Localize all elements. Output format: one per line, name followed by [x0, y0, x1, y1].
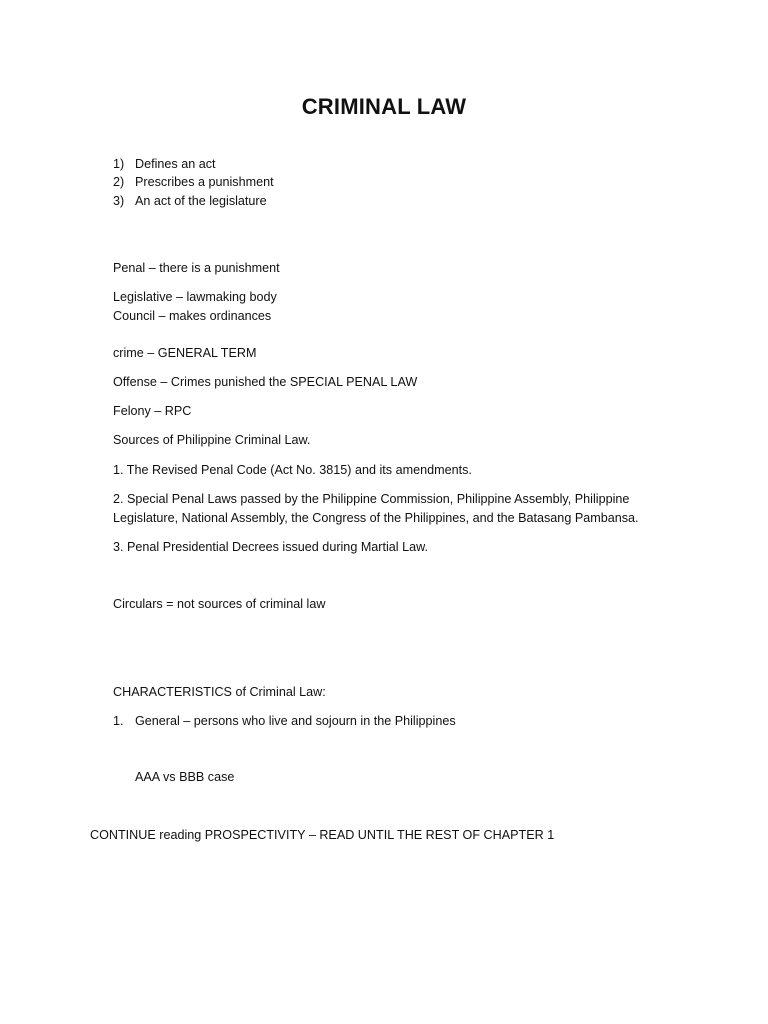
case-reference: AAA vs BBB case	[135, 770, 235, 784]
document-title: CRIMINAL LAW	[301, 94, 467, 119]
paragraph-crime: crime – GENERAL TERM	[113, 346, 257, 360]
continue-note: CONTINUE reading PROSPECTIVITY – READ UNTIL THE REST OF CHAPTER 1	[90, 828, 555, 842]
source-item-3: 3. Penal Presidential Decrees issued during Martial Law.	[113, 540, 429, 554]
characteristics-heading: CHARACTERISTICS of Criminal Law:	[113, 685, 326, 699]
paragraph-circulars: Circulars = not sources of criminal law	[113, 597, 326, 611]
list-item-text: Prescribes a punishment	[135, 175, 274, 189]
paragraph-council: Council – makes ordinances	[113, 309, 272, 323]
source-item-2-line-2: Legislature, National Assembly, the Congress of the Philippines, and the Batasang Pambansa.	[113, 511, 639, 525]
characteristic-text: General – persons who live and sojourn in the Philippines	[135, 714, 456, 728]
source-item-1: 1. The Revised Penal Code (Act No. 3815) and its amendments.	[113, 463, 472, 477]
paragraph-penal: Penal – there is a punishment	[113, 261, 280, 275]
list-item	[113, 192, 267, 210]
source-item-2-line-1: 2. Special Penal Laws passed by the Philippine Commission, Philippine Assembly, Philippine	[113, 492, 630, 506]
list-item	[113, 155, 216, 173]
list-item-number: 1)	[113, 157, 125, 171]
characteristic-number: 1.	[113, 714, 124, 728]
paragraph-offense: Offense – Crimes punished the SPECIAL PENAL LAW	[113, 375, 418, 389]
sources-heading: Sources of Philippine Criminal Law.	[113, 433, 311, 447]
paragraph-felony: Felony – RPC	[113, 404, 192, 418]
list-item	[113, 173, 274, 191]
list-item-number: 2)	[113, 175, 125, 189]
list-item-text: Defines an act	[135, 157, 216, 171]
paragraph-legislative: Legislative – lawmaking body	[113, 290, 277, 304]
list-item-number: 3)	[113, 194, 125, 208]
list-item-text: An act of the legislature	[135, 194, 267, 208]
characteristic-item-1	[113, 712, 456, 730]
